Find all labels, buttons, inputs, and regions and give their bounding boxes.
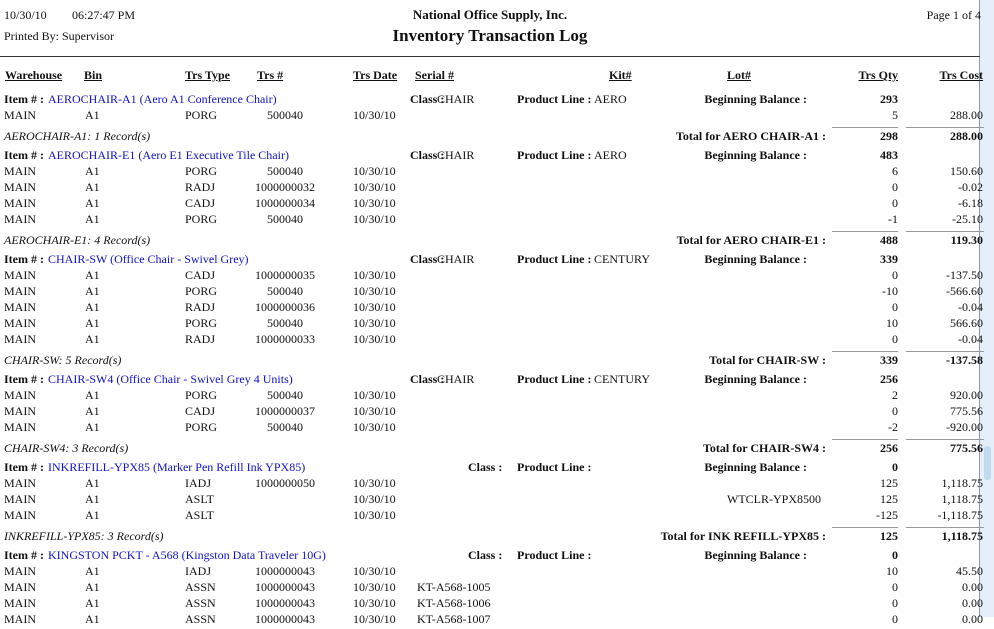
col-header-trs-number: Trs # <box>257 68 284 82</box>
table-row <box>0 267 983 283</box>
trs-date-cell: 10/30/10 <box>353 492 396 506</box>
item-group <box>0 458 983 544</box>
item-header-row <box>0 90 980 107</box>
trs-date-cell: 10/30/10 <box>353 420 396 434</box>
bin-cell: A1 <box>85 284 100 298</box>
total-qty: 488 <box>880 233 898 247</box>
trs-number-cell: 500040 <box>267 388 303 402</box>
trs-number-cell: 1000000043 <box>255 564 315 578</box>
trs-type-cell: ASSN <box>185 596 216 610</box>
trs-type-cell: ASLT <box>185 508 214 522</box>
item-link[interactable]: AEROCHAIR-E1 (Aero E1 Executive Tile Chair) <box>48 148 289 162</box>
report-time: 06:27:47 PM <box>72 8 136 22</box>
bin-cell: A1 <box>85 332 100 346</box>
qty-cell: 0 <box>892 300 898 314</box>
total-cost-rule <box>906 231 984 232</box>
total-cost-rule <box>906 527 984 528</box>
trs-date-cell: 10/30/10 <box>353 316 396 330</box>
trs-type-cell: CADJ <box>185 404 216 418</box>
total-label: Total for CHAIR-SW : <box>709 353 826 367</box>
cost-cell: 0.00 <box>962 596 983 610</box>
product-line-value: CENTURY <box>594 372 651 386</box>
qty-cell: 10 <box>886 564 898 578</box>
trs-date-cell: 10/30/10 <box>353 180 396 194</box>
total-label: Total for AERO CHAIR-E1 : <box>676 233 826 247</box>
trs-number-cell: 1000000033 <box>255 332 315 346</box>
warehouse-cell: MAIN <box>4 196 36 210</box>
qty-cell: -1 <box>888 212 898 226</box>
printed-by: Printed By: Supervisor <box>4 29 114 43</box>
col-header-bin: Bin <box>84 68 103 82</box>
total-cost-rule <box>906 439 984 440</box>
table-row <box>0 163 983 179</box>
warehouse-cell: MAIN <box>4 284 36 298</box>
item-label: Item # : <box>4 460 44 474</box>
table-row <box>0 475 983 491</box>
record-count-note: AEROCHAIR-A1: 1 Record(s) <box>4 129 151 143</box>
table-row <box>0 283 983 299</box>
item-group <box>0 370 983 456</box>
table-row <box>0 403 983 419</box>
company-name: National Office Supply, Inc. <box>412 7 568 22</box>
trs-date-cell: 10/30/10 <box>353 508 396 522</box>
class-value: CHAIR <box>437 372 475 386</box>
table-row <box>0 107 983 123</box>
table-row <box>0 179 983 195</box>
cost-cell: -1,118.75 <box>937 508 983 522</box>
total-cost: 119.30 <box>950 233 983 247</box>
trs-type-cell: ASLT <box>185 492 214 506</box>
beginning-balance-value: 0 <box>892 460 898 474</box>
class-label: Class : <box>410 148 445 162</box>
class-value: CHAIR <box>437 252 475 266</box>
report-body <box>0 90 983 629</box>
bin-cell: A1 <box>85 492 100 506</box>
cost-cell: 566.60 <box>950 316 983 330</box>
total-qty: 125 <box>880 529 898 543</box>
header-rule <box>0 56 980 57</box>
lot-cell: WTCLR-YPX8500 <box>727 492 821 506</box>
trs-number-cell: 1000000034 <box>255 196 315 210</box>
beginning-balance-label: Beginning Balance : <box>704 92 807 106</box>
table-row <box>0 419 983 435</box>
qty-cell: -10 <box>882 284 898 298</box>
product-line-value: AERO <box>594 92 627 106</box>
table-row <box>0 211 983 227</box>
col-header-trs-date: Trs Date <box>353 68 398 82</box>
trs-number-cell: 500040 <box>267 284 303 298</box>
trs-number-cell: 1000000032 <box>255 180 315 194</box>
trs-date-cell: 10/30/10 <box>353 268 396 282</box>
bin-cell: A1 <box>85 180 100 194</box>
bin-cell: A1 <box>85 476 100 490</box>
cost-cell: -137.50 <box>946 268 983 282</box>
beginning-balance-value: 483 <box>880 148 898 162</box>
beginning-balance-value: 0 <box>892 548 898 562</box>
qty-cell: 0 <box>892 180 898 194</box>
warehouse-cell: MAIN <box>4 596 36 610</box>
total-cost: 1,118.75 <box>941 529 983 543</box>
beginning-balance-value: 339 <box>880 252 898 266</box>
qty-cell: -125 <box>876 508 898 522</box>
item-link[interactable]: INKREFILL-YPX85 (Marker Pen Refill Ink YPX85) <box>48 460 306 474</box>
bin-cell: A1 <box>85 268 100 282</box>
item-group <box>0 546 983 627</box>
trs-type-cell: CADJ <box>185 196 216 210</box>
cost-cell: -6.18 <box>958 196 983 210</box>
warehouse-cell: MAIN <box>4 580 36 594</box>
record-count-note: AEROCHAIR-E1: 4 Record(s) <box>4 233 151 247</box>
trs-type-cell: PORG <box>185 284 218 298</box>
bin-cell: A1 <box>85 420 100 434</box>
table-row <box>0 491 983 507</box>
trs-date-cell: 10/30/10 <box>353 164 396 178</box>
trs-type-cell: RADJ <box>185 300 216 314</box>
group-total-row <box>0 347 983 368</box>
total-cost-rule <box>906 127 984 128</box>
total-cost: 288.00 <box>950 129 983 143</box>
serial-cell: KT-A568-1005 <box>417 580 491 594</box>
product-line-value: AERO <box>594 148 627 162</box>
table-row <box>0 387 983 403</box>
total-qty: 339 <box>880 353 898 367</box>
warehouse-cell: MAIN <box>4 212 36 226</box>
cost-cell: -566.60 <box>946 284 983 298</box>
trs-date-cell: 10/30/10 <box>353 564 396 578</box>
trs-type-cell: IADJ <box>185 476 211 490</box>
qty-cell: 0 <box>892 580 898 594</box>
bin-cell: A1 <box>85 508 100 522</box>
qty-cell: -2 <box>888 420 898 434</box>
item-header-row <box>0 250 980 267</box>
beginning-balance-label: Beginning Balance : <box>704 252 807 266</box>
trs-number-cell: 1000000043 <box>255 580 315 594</box>
qty-cell: 6 <box>892 164 898 178</box>
bin-cell: A1 <box>85 596 100 610</box>
cost-cell: 1,118.75 <box>941 476 983 490</box>
total-label: Total for CHAIR-SW4 : <box>702 441 826 455</box>
qty-cell: 0 <box>892 196 898 210</box>
trs-number-cell: 1000000036 <box>255 300 315 314</box>
bin-cell: A1 <box>85 108 100 122</box>
warehouse-cell: MAIN <box>4 300 36 314</box>
beginning-balance-value: 293 <box>880 92 898 106</box>
trs-date-cell: 10/30/10 <box>353 212 396 226</box>
warehouse-cell: MAIN <box>4 164 36 178</box>
warehouse-cell: MAIN <box>4 404 36 418</box>
total-cost: 775.56 <box>950 441 983 455</box>
item-label: Item # : <box>4 252 44 266</box>
trs-type-cell: PORG <box>185 212 218 226</box>
warehouse-cell: MAIN <box>4 420 36 434</box>
trs-type-cell: PORG <box>185 164 218 178</box>
scrollbar-thumb[interactable] <box>984 446 991 480</box>
bin-cell: A1 <box>85 388 100 402</box>
qty-cell: 5 <box>892 108 898 122</box>
trs-number-cell: 500040 <box>267 212 303 226</box>
table-row <box>0 611 983 627</box>
beginning-balance-label: Beginning Balance : <box>704 372 807 386</box>
trs-number-cell: 500040 <box>267 420 303 434</box>
cost-cell: 45.50 <box>956 564 983 578</box>
item-header-row <box>0 546 980 563</box>
class-value: CHAIR <box>437 148 475 162</box>
trs-date-cell: 10/30/10 <box>353 612 396 626</box>
item-link[interactable]: KINGSTON PCKT - A568 (Kingston Data Traveler 10G) <box>48 548 326 562</box>
table-row <box>0 507 983 523</box>
total-qty-rule <box>832 527 898 528</box>
trs-number-cell: 1000000037 <box>255 404 315 418</box>
trs-date-cell: 10/30/10 <box>353 596 396 610</box>
item-label: Item # : <box>4 148 44 162</box>
trs-number-cell: 1000000050 <box>255 476 315 490</box>
trs-number-cell: 500040 <box>267 164 303 178</box>
cost-cell: 0.00 <box>962 580 983 594</box>
table-row <box>0 579 983 595</box>
cost-cell: -0.02 <box>958 180 983 194</box>
bin-cell: A1 <box>85 404 100 418</box>
qty-cell: 0 <box>892 268 898 282</box>
item-link[interactable]: AEROCHAIR-A1 (Aero A1 Conference Chair) <box>48 92 277 106</box>
qty-cell: 0 <box>892 404 898 418</box>
bin-cell: A1 <box>85 212 100 226</box>
group-total-row <box>0 227 983 248</box>
bin-cell: A1 <box>85 580 100 594</box>
total-cost-rule <box>906 351 984 352</box>
total-qty: 298 <box>880 129 898 143</box>
qty-cell: 0 <box>892 332 898 346</box>
beginning-balance-label: Beginning Balance : <box>704 460 807 474</box>
trs-date-cell: 10/30/10 <box>353 476 396 490</box>
qty-cell: 10 <box>886 316 898 330</box>
trs-number-cell: 1000000043 <box>255 596 315 610</box>
trs-number-cell: 1000000035 <box>255 268 315 282</box>
item-header-row <box>0 370 980 387</box>
warehouse-cell: MAIN <box>4 564 36 578</box>
trs-date-cell: 10/30/10 <box>353 108 396 122</box>
trs-number-cell: 1000000043 <box>255 612 315 626</box>
table-row <box>0 563 983 579</box>
beginning-balance-label: Beginning Balance : <box>704 148 807 162</box>
bin-cell: A1 <box>85 164 100 178</box>
class-label: Class : <box>410 252 445 266</box>
table-row <box>0 195 983 211</box>
product-line-label: Product Line : <box>517 252 592 266</box>
warehouse-cell: MAIN <box>4 388 36 402</box>
cost-cell: 775.56 <box>950 404 983 418</box>
product-line-label: Product Line : <box>517 148 592 162</box>
cost-cell: 0.00 <box>962 612 983 626</box>
serial-cell: KT-A568-1007 <box>417 612 491 626</box>
item-header-row <box>0 146 980 163</box>
col-header-cost: Trs Cost <box>939 68 983 82</box>
cost-cell: 150.60 <box>950 164 983 178</box>
warehouse-cell: MAIN <box>4 508 36 522</box>
trs-date-cell: 10/30/10 <box>353 196 396 210</box>
report-date: 10/30/10 <box>4 8 47 22</box>
total-cost: -137.58 <box>946 353 983 367</box>
serial-cell: KT-A568-1006 <box>417 596 491 610</box>
warehouse-cell: MAIN <box>4 108 36 122</box>
trs-number-cell: 500040 <box>267 108 303 122</box>
class-label: Class : <box>468 548 503 562</box>
warehouse-cell: MAIN <box>4 268 36 282</box>
col-header-trs-type: Trs Type <box>185 68 231 82</box>
trs-type-cell: PORG <box>185 108 218 122</box>
product-line-value: CENTURY <box>594 252 651 266</box>
report-title: Inventory Transaction Log <box>392 26 588 45</box>
group-total-row <box>0 123 983 144</box>
page-indicator: Page 1 of 4 <box>926 8 981 22</box>
class-label: Class : <box>410 92 445 106</box>
trs-date-cell: 10/30/10 <box>353 388 396 402</box>
table-row <box>0 331 983 347</box>
bin-cell: A1 <box>85 564 100 578</box>
qty-cell: 0 <box>892 596 898 610</box>
trs-date-cell: 10/30/10 <box>353 580 396 594</box>
trs-type-cell: PORG <box>185 388 218 402</box>
trs-date-cell: 10/30/10 <box>353 300 396 314</box>
item-group <box>0 250 983 368</box>
col-header-warehouse: Warehouse <box>5 68 63 82</box>
table-row <box>0 595 983 611</box>
cost-cell: 920.00 <box>950 388 983 402</box>
product-line-label: Product Line : <box>517 92 592 106</box>
total-qty-rule <box>832 127 898 128</box>
col-header-serial: Serial # <box>415 68 454 82</box>
trs-type-cell: PORG <box>185 316 218 330</box>
col-header-lot: Lot# <box>727 68 751 82</box>
product-line-label: Product Line : <box>517 372 592 386</box>
qty-cell: 2 <box>892 388 898 402</box>
class-value: CHAIR <box>437 92 475 106</box>
item-link[interactable]: CHAIR-SW (Office Chair - Swivel Grey) <box>48 252 249 266</box>
qty-cell: 125 <box>880 492 898 506</box>
trs-type-cell: RADJ <box>185 332 216 346</box>
warehouse-cell: MAIN <box>4 316 36 330</box>
item-group <box>0 90 983 144</box>
item-label: Item # : <box>4 548 44 562</box>
qty-cell: 0 <box>892 612 898 626</box>
beginning-balance-value: 256 <box>880 372 898 386</box>
item-header-row <box>0 458 980 475</box>
warehouse-cell: MAIN <box>4 476 36 490</box>
product-line-label: Product Line : <box>517 460 592 474</box>
trs-type-cell: ASSN <box>185 580 216 594</box>
group-total-row <box>0 435 983 456</box>
beginning-balance-label: Beginning Balance : <box>704 548 807 562</box>
cost-cell: -920.00 <box>946 420 983 434</box>
warehouse-cell: MAIN <box>4 612 36 626</box>
total-qty: 256 <box>880 441 898 455</box>
total-label: Total for INK REFILL-YPX85 : <box>660 529 826 543</box>
col-header-kit: Kit# <box>609 68 632 82</box>
col-header-qty: Trs Qty <box>858 68 898 82</box>
total-label: Total for AERO CHAIR-A1 : <box>675 129 826 143</box>
trs-date-cell: 10/30/10 <box>353 404 396 418</box>
total-qty-rule <box>832 351 898 352</box>
table-row <box>0 315 983 331</box>
bin-cell: A1 <box>85 300 100 314</box>
item-group <box>0 146 983 248</box>
trs-date-cell: 10/30/10 <box>353 284 396 298</box>
trs-type-cell: CADJ <box>185 268 216 282</box>
cost-cell: 1,118.75 <box>941 492 983 506</box>
total-qty-rule <box>832 231 898 232</box>
cost-cell: 288.00 <box>950 108 983 122</box>
bin-cell: A1 <box>85 196 100 210</box>
trs-number-cell: 500040 <box>267 316 303 330</box>
record-count-note: CHAIR-SW4: 3 Record(s) <box>4 441 129 455</box>
cost-cell: -25.10 <box>952 212 983 226</box>
warehouse-cell: MAIN <box>4 492 36 506</box>
trs-date-cell: 10/30/10 <box>353 332 396 346</box>
product-line-label: Product Line : <box>517 548 592 562</box>
group-total-row <box>0 523 983 544</box>
trs-type-cell: PORG <box>185 420 218 434</box>
bin-cell: A1 <box>85 316 100 330</box>
warehouse-cell: MAIN <box>4 180 36 194</box>
item-label: Item # : <box>4 92 44 106</box>
qty-cell: 125 <box>880 476 898 490</box>
class-label: Class : <box>468 460 503 474</box>
item-link[interactable]: CHAIR-SW4 (Office Chair - Swivel Grey 4 Units) <box>48 372 293 386</box>
item-label: Item # : <box>4 372 44 386</box>
total-qty-rule <box>832 439 898 440</box>
warehouse-cell: MAIN <box>4 332 36 346</box>
trs-type-cell: ASSN <box>185 612 216 626</box>
trs-type-cell: RADJ <box>185 180 216 194</box>
bin-cell: A1 <box>85 612 100 626</box>
class-label: Class : <box>410 372 445 386</box>
cost-cell: -0.04 <box>958 332 983 346</box>
cost-cell: -0.04 <box>958 300 983 314</box>
trs-type-cell: IADJ <box>185 564 211 578</box>
record-count-note: CHAIR-SW: 5 Record(s) <box>4 353 122 367</box>
table-row <box>0 299 983 315</box>
record-count-note: INKREFILL-YPX85: 3 Record(s) <box>4 529 164 543</box>
